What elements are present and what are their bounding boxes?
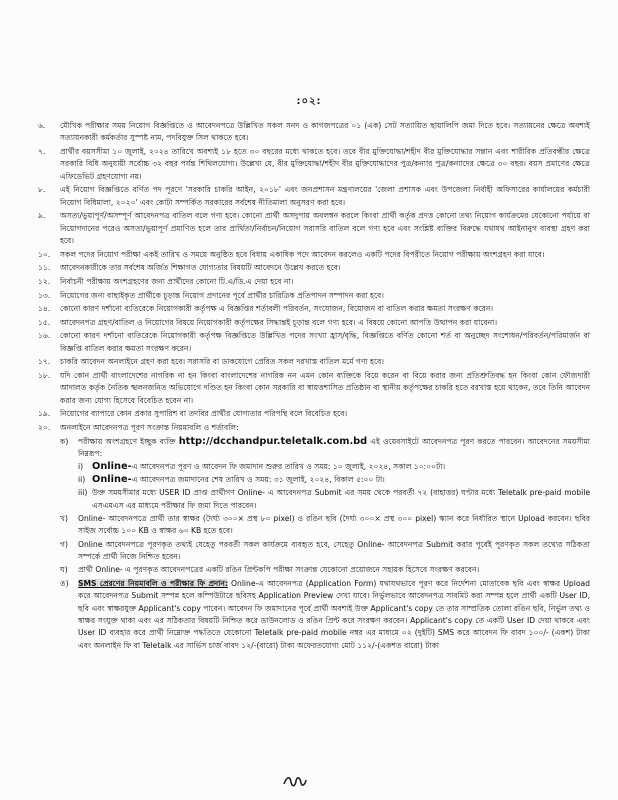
sub-item-number: ক) bbox=[60, 436, 69, 446]
list-item bbox=[38, 317, 590, 329]
item-text: প্রার্থীর বয়সসীমা ১০ জুলাই, ২০২৪ তারিখে অবশ্যই ১৮ হতে ৩০ বছরের মধ্যে থাকতে হবে। তবে বীর মুক্তিযোদ্ধা/শহীদ বীর মুক্তিযোদ্ধার সন্তান এবং শারীরিক প্রতিবন্ধীর ক্ষেত্রে সরকারি বিধি অনুযায়ী সর্বোচ্চ ৩২ বছর পর্যন্ত শিথিলযোগ্য। উল্লেখ্য যে, বীর মুক্তিযোদ্ধা/শহীদ বীর মুক্তিযোদ্ধাদের পুত্র/কন্যার পুত্র/কন্যাদের ক্ষেত্রে ৩০ বছর। বয়স প্রমাণের ক্ষেত্রে এফিডেভিট গ্রহণযোগ্য নয়। bbox=[60, 147, 590, 181]
item-text: সকল পদের নিয়োগ পরীক্ষা একই তারিখ ও সময়ে অনুষ্ঠিত হবে বিধায় একাধিক পদে আবেদন করলেও একটি পদের বিপরীতে নিয়োগ পরীক্ষায় অংশগ্রহণ করা যাবে। bbox=[60, 249, 545, 259]
list-item bbox=[38, 330, 590, 355]
list-item bbox=[38, 184, 590, 209]
list-item bbox=[38, 422, 590, 434]
sub-item-d bbox=[60, 564, 590, 576]
list-item bbox=[38, 262, 590, 274]
list-item bbox=[38, 408, 590, 420]
schedule-points bbox=[38, 461, 590, 512]
signature-icon bbox=[282, 772, 308, 790]
item-number: ১২. bbox=[38, 277, 51, 286]
item-number: ৮. bbox=[38, 185, 46, 195]
item-text: অসত্য/ভুয়াপূর্ণ/অসম্পূর্ণ আবেদনপত্র বাতিল বলে গণ্য হবে। কোনো প্রার্থী অসদুপায় অবলম্বন করলে কিংবা প্রার্থী কর্তৃক প্রদত্ত কোনো তথ্য নিয়োগ কার্যক্রমের যেকোনো পর্যায়ে বা নিয়োগদানের পরেও অসত্য/ভুয়াপূর্ণ প্রমাণিত হলে তার প্রার্থিতা/নির্বাচন/নিয়োগ সরাসরি বাতিল বলে গণ্য হবে এবং সংশ্লিষ্ট ব্যক্তির বিরুদ্ধে যথাযথ আইনানুগ ব্যবস্থা গ্রহণ করা হবে। bbox=[60, 211, 590, 246]
website-url: http://dcchandpur.teletalk.com.bd bbox=[178, 435, 368, 447]
list-item bbox=[38, 303, 590, 315]
item-text: অনলাইনে আবেদনপত্র পূরণ সংক্রান্ত নিয়মাবলি ও শর্তাবলি: bbox=[60, 422, 239, 432]
item-number: ১০. bbox=[38, 249, 51, 259]
item-number: ২০. bbox=[38, 422, 51, 432]
sub-item-text: প্রার্থী Online- এ পূরণকৃত আবেদনপত্রের একটি রঙিন প্রিন্টকপি পরীক্ষা সংক্রান্ত যেকোনো প্রয়োজনে সহায়ক হিসেবে সংরক্ষণ করবেন। bbox=[78, 565, 480, 575]
sms-heading: SMS প্রেরণের নিয়মাবলি ও পরীক্ষার ফি প্রদান: bbox=[78, 578, 228, 588]
sub-item-e bbox=[60, 578, 590, 652]
schedule-point bbox=[78, 474, 590, 486]
item-number: ১৪. bbox=[38, 304, 51, 314]
item-number: ১৭. bbox=[38, 357, 51, 367]
item-text: যদি কোন প্রার্থী বাংলাদেশের নাগরিক না হন কিংবা বাংলাদেশের নাগরিক নন এমন কোন ব্যক্তিকে বিয়ে করেন বা বিয়ে করার জন্য প্রতিশ্রুতিবদ্ধ হন কিংবা কোন ফৌজদারী আদালত কর্তৃক নৈতিক স্খলনজনিত অভিযোগে দণ্ডিত হন কিংবা কোন সরকারি বা স্বায়ত্তশাসিত প্রতিষ্ঠান বা স্থানীয় কর্তৃপক্ষের চাকরি হতে বরখাস্ত হয়ে থাকেন, তবে তিনি আবেদন করার জন্য যোগ্য হিসেবে বিবেচিত হবেন না। bbox=[60, 370, 590, 405]
item-number: ৯. bbox=[38, 211, 46, 221]
item-text: আবেদনপত্র গ্রহণ/বাতিল ও নিয়োগের বিষয়ে নিয়োগকারী কর্তৃপক্ষের সিদ্ধান্তই চূড়ান্ত বলে গণ্য হবে। এ বিষয়ে কোনো আপত্তি উত্থাপন করা যাবেনা। bbox=[60, 317, 498, 327]
sub-item-text: Online- আবেদনপত্রে প্রার্থী তার স্বাক্ষর (দৈর্ঘ্য ৩০০× প্রস্থ ৮০ pixel) ও রঙিন ছবি (দৈর্ঘ্য ৩০০× প্রস্থ ৩০০ pixel) স্ক্যান করে নির্ধারিত স্থানে Upload করবেন। ছবির সাইজ সর্বোচ্চ ১০০ KB ও স্বাক্ষর ৬০ KB হতে হবে। bbox=[78, 513, 590, 536]
item-number: ১৮. bbox=[38, 370, 51, 380]
list-item bbox=[38, 276, 590, 288]
sub-item-number: খ) bbox=[60, 513, 68, 523]
sub-item-b bbox=[60, 513, 590, 538]
sub-item-c bbox=[60, 539, 590, 564]
item-number: ১৯. bbox=[38, 409, 51, 419]
item-text: কোনো কারণ দর্শানো ব্যতিরেকে নিয়োগকারী কর্তৃপক্ষ বিজ্ঞপ্তিতে উল্লিখিত পদের সংখ্যা হ্রাস/বৃদ্ধি, বিজ্ঞপ্তিতে বর্ণিত কোনো শর্ত বা অনুচ্ছেদ সংশোধন/পরিবর্তন/পরিমার্জন বা বিজ্ঞপ্তি বাতিল করার ক্ষমতা সংরক্ষণ করেন। bbox=[60, 331, 590, 353]
list-item bbox=[38, 120, 590, 145]
list-item bbox=[38, 249, 590, 261]
sub-item-number: ঙ) bbox=[60, 578, 69, 588]
document-body bbox=[38, 120, 590, 653]
sub-item-number: গ) bbox=[60, 539, 68, 549]
item-number: ৭. bbox=[38, 147, 46, 156]
sub-item-a bbox=[60, 436, 590, 461]
item-number: ১৬. bbox=[38, 331, 51, 341]
item-number: ১৩. bbox=[38, 290, 51, 300]
item-text: আবেদনকারীকে তার সর্বশেষ অর্জিত শিক্ষাগত যোগ্যতার বিষয়টি আবেদনে উল্লেখ করতে হবে। bbox=[60, 263, 341, 273]
sub-item-number: ঘ) bbox=[60, 565, 68, 575]
item-text: মৌখিক পরীক্ষার সময় নিয়োগ বিজ্ঞপ্তিতে ও আবেদনপত্রে উল্লিখিত সকল সনদ ও কাগজপত্রের ০১ (এক) সেট সত্যায়িত ছায়ালিপি জমা দিতে হবে। সত্যায়নের ক্ষেত্রে অবশ্যই সত্যায়নকারী কর্মকর্তার সুস্পষ্ট নাম, পদবিযুক্ত সিল থাকতে হবে। bbox=[60, 121, 590, 143]
schedule-point bbox=[78, 487, 590, 512]
numbered-list bbox=[38, 120, 590, 434]
point-number: i) bbox=[78, 462, 84, 472]
sub-item-text: SMS প্রেরণের নিয়মাবলি ও পরীক্ষার ফি প্রদান: Online-এ আবেদনপত্র (Application Form) যথাযথভাবে পূরণ করে নির্দেশনা মোতাবেক ছবি এবং স্বাক্ষর Upload করে আবেদনপত্র Submit সম্পন্ন হলে কম্পিউটারে ছবিসহ Application Preview দেখা যাবে। নির্ভুলভাবে আবেদনপত্র সাবমিট করা সম্পন্ন হলে প্রার্থী একটি User ID, ছবি এবং স্বাক্ষরযুক্ত Applicant's copy পাবেন। আবেদন ফি জমাদানের পূর্বে প্রার্থী অবশ্যই উক্ত Applicant's copy তে তার সাম্প্রতিক তোলা রঙিন ছবি, নির্ভুল তথ্য ও স্বাক্ষর সংযুক্ত থাকা এবং এর সঠিকতার বিষয়টি নিশ্চিত করে ডাউনলোড ও রঙিন প্রিন্ট করে সংরক্ষণ করবেন। Applicant's copy তে একটি User ID দেয়া থাকবে এবং User ID ব্যবহার করে প্রার্থী নিম্নোক্ত পদ্ধতিতে যেকোনো Teletalk pre-paid mobile নম্বর এর মাধ্যমে ০২ (দুইটি) SMS করে আবেদন ফি বাবদ ১০০/- (একশ) টাকা এবং অনলাইন ফি বা Teletalk এর সার্ভিস চার্জ বাবদ ১২/-(বারো) টাকা অফেরতযোগ্য মোট ১১২/-(একশত বারো) টাকা bbox=[78, 578, 590, 650]
list-item bbox=[38, 146, 590, 183]
item-number: ১৫. bbox=[38, 317, 51, 327]
point-text: Online-এ আবেদনপত্র পূরণ ও আবেদন ফি জমাদান শুরুর তারিখ ও সময়: ১০ জুলাই, ২০২৪, সকাল ১০:০০টা। bbox=[92, 461, 446, 473]
list-item bbox=[38, 210, 590, 247]
item-number: ৬. bbox=[38, 121, 46, 130]
list-item bbox=[38, 356, 590, 368]
sub-item-text: Online আবেদনপত্রে পূরণকৃত তথ্যই যেহেতু পরবর্তী সকল কার্যক্রমে ব্যবহৃত হবে, সেহেতু Online- আবেদনপত্র Submit করার পূর্বেই পূরণকৃত সকল তথ্যের সঠিকতা সম্পর্কে প্রার্থী নিজে নিশ্চিত হবেন। bbox=[78, 539, 590, 561]
item-text: চাকরি আবেদন অনলাইনে গ্রহণ করা হবে। সরাসরি বা ডাকযোগে প্রেরিত সকল দরখাস্ত বাতিল মর্মে গণ্য হবে। bbox=[60, 357, 385, 367]
item-text: নিয়োগের জন্য বাছাইকৃত প্রার্থীকে চূড়ান্ত নিয়োগ প্রদানের পূর্বে প্রার্থীর চারিত্রিক প্রতিপাদন সম্পাদন করা হবে। bbox=[60, 290, 384, 300]
page-number: :০২: bbox=[296, 96, 322, 107]
point-text: Online-এ আবেদনপত্র জমাদানের শেষ তারিখ ও সময়: ৩১ জুলাই, ২০২৪, বিকাল ৫:০০ টা। bbox=[92, 474, 385, 486]
item-number: ১১. bbox=[38, 263, 51, 273]
list-item bbox=[38, 370, 590, 407]
point-text: উক্ত সময়সীমার মধ্যে USER ID প্রাপ্ত প্রার্থীগণ Online- এ আবেদনপত্র Submit এর সময় থেকে পরবর্তী ৭২ (বাহাত্তর) ঘণ্টার মধ্যে Teletalk pre-paid mobile এসএমএস এর মাধ্যমে পরীক্ষার ফি জমা দিতে পারবেন। bbox=[92, 488, 590, 510]
item-text: কোনো কারণ দর্শানো ব্যতিরেকে নিয়োগকারী কর্তৃপক্ষ এ বিজ্ঞপ্তির শর্তাবলী পরিবর্তন, সংযোজন, বিয়োজন বা বাতিল করার ক্ষমতা সংরক্ষণ করেন। bbox=[60, 304, 494, 314]
schedule-point bbox=[78, 461, 590, 473]
list-item bbox=[38, 290, 590, 302]
item-text: নিয়োগের ব্যাপারে কোন প্রকার সুপারিশ বা তদবির প্রার্থীর যোগ্যতার পরিপন্থি বলে বিবেচিত হবে। bbox=[60, 409, 348, 419]
point-number: iii) bbox=[78, 488, 88, 498]
point-number: ii) bbox=[78, 475, 86, 485]
item-text: এই নিয়োগ বিজ্ঞপ্তিতে বর্ণিত পদ পূরণে 'সরকারি চাকরি আইন, ২০১৮' এবং জনপ্রশাসন মন্ত্রণালয়ের 'জেলা প্রশাসক এবং উপজেলা নির্বাহী অফিসারের কার্যালয়ের কর্মচারী নিয়োগ বিধিমালা, ২০২০' এবং কোটা সম্পর্কিত সরকারের সর্বশেষ নীতিমালা অনুসরণ করা হবে। bbox=[60, 185, 590, 207]
sub-item-text: পরীক্ষায় অংশগ্রহণে ইচ্ছুক ব্যক্তি http://dcchandpur.teletalk.com.bd এই ওয়েবসাইটে আবেদনপত্র পূরণ করতে পারবেন। আবেদনের সময়সীমা নিম্নরূপ: bbox=[78, 435, 590, 458]
item-text: নির্বাচনী পরীক্ষায় অংশগ্রহণের জন্য প্রার্থীদের কোনো টি.এ/ডি.এ দেয়া হবে না। bbox=[60, 277, 294, 286]
